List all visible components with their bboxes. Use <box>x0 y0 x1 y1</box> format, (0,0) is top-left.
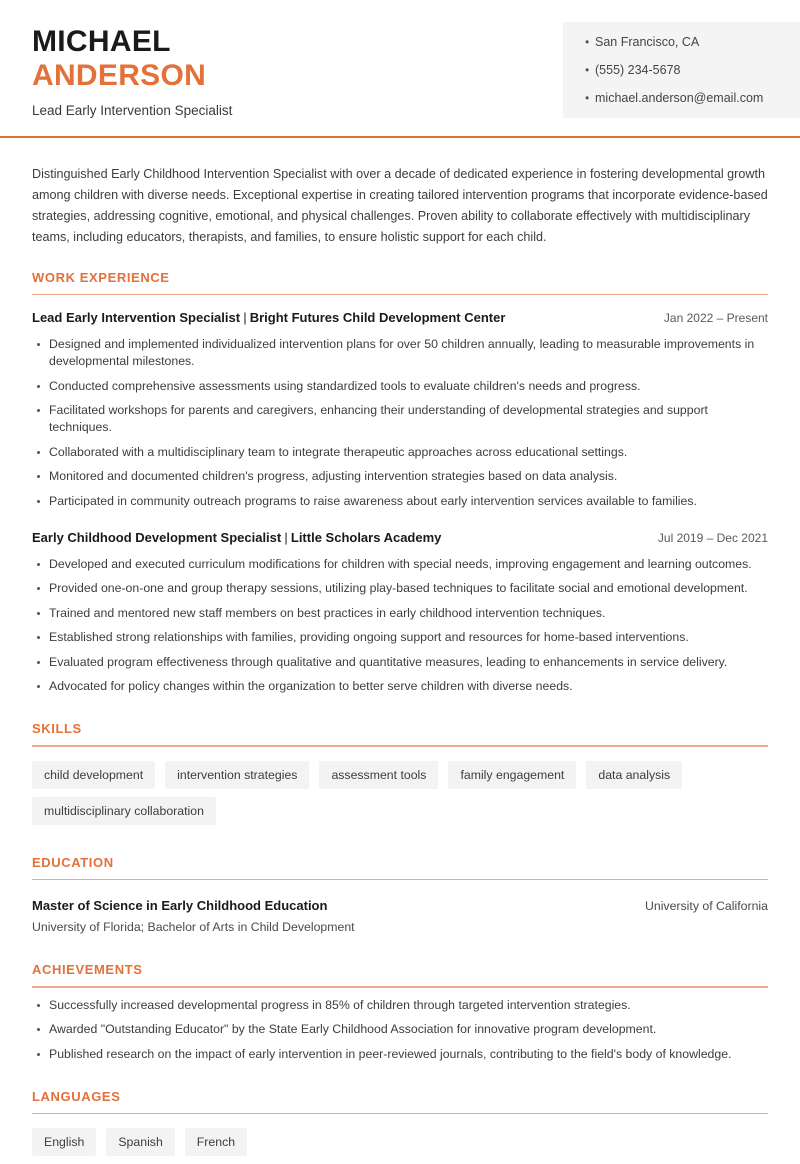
last-name: ANDERSON <box>32 59 207 92</box>
bullet-item: Trained and mentored new staff members on best practices in early childhood intervention techniques. <box>32 605 768 622</box>
bullet-item: Advocated for policy changes within the organization to better serve children with diverse needs. <box>32 678 768 695</box>
skill-tag: data analysis <box>586 761 682 789</box>
section-divider <box>32 745 768 746</box>
work-entry-title <box>32 529 441 547</box>
professional-summary: Distinguished Early Childhood Intervention Specialist with over a decade of dedicated experience in fostering developmental growth among children with diverse needs. Exceptional expertise in creating tailored intervention programs that incorporate evidence-based strategies, addressing cognitive, emotional, and physical challenges. Proven ability to collaborate effectively with multidisciplinary teams, including educators, therapists, and families, to ensure holistic support for each child. <box>32 167 768 244</box>
education-degree: Master of Science in Early Childhood Education <box>32 898 328 914</box>
bullet-item: Conducted comprehensive assessments using standardized tools to evaluate children's needs and progress. <box>32 378 768 395</box>
education-entry-header <box>32 897 768 915</box>
section-divider <box>32 294 768 295</box>
first-name: MICHAEL <box>32 25 171 58</box>
bullet-item: Published research on the impact of early intervention in peer-reviewed journals, contributing to the field's body of knowledge. <box>32 1046 768 1063</box>
education-institution: University of California <box>644 899 768 914</box>
section-divider <box>32 879 768 880</box>
language-tag: Spanish <box>106 1128 174 1156</box>
resume-content <box>0 164 800 1164</box>
contact-item-email <box>585 90 800 106</box>
bullet-item: Awarded "Outstanding Educator" by the State Early Childhood Association for innovative program development. <box>32 1021 768 1038</box>
resume-header <box>0 0 800 137</box>
bullet-item: Facilitated workshops for parents and caregivers, enhancing their understanding of developmental strategies and support techniques. <box>32 402 768 436</box>
skill-tag: family engagement <box>448 761 576 789</box>
bullet-icon: • <box>585 91 590 105</box>
section-title-education: EDUCATION <box>32 854 114 870</box>
bullet-item: Monitored and documented children's progress, adjusting intervention strategies based on data analysis. <box>32 468 768 485</box>
headline-job-title: Lead Early Intervention Specialist <box>32 103 233 118</box>
bullet-item: Successfully increased developmental progress in 85% of children through targeted intervention strategies. <box>32 997 768 1014</box>
contact-email-text: michael.anderson@email.com <box>595 91 764 105</box>
skill-tag: intervention strategies <box>165 761 309 789</box>
bullet-item: Provided one-on-one and group therapy sessions, utilizing play-based techniques to facilitate social and emotional development. <box>32 580 768 597</box>
bullet-item: Established strong relationships with families, providing ongoing support and resources for home-based interventions. <box>32 629 768 646</box>
section-education <box>32 855 768 936</box>
achievements-list <box>32 997 768 1063</box>
work-role: Lead Early Intervention Specialist <box>32 310 241 326</box>
section-title-skills: SKILLS <box>32 721 82 737</box>
work-entry-header <box>32 529 768 547</box>
section-skills <box>32 721 768 832</box>
bullet-item: Evaluated program effectiveness through qualitative and quantitative measures, leading to enhancements in service delivery. <box>32 654 768 671</box>
language-tag: English <box>32 1128 96 1156</box>
work-entry-bullets <box>32 556 768 696</box>
contact-item-location <box>585 34 800 50</box>
section-work-experience <box>32 270 768 695</box>
name-block <box>32 25 232 120</box>
education-entry <box>32 897 768 936</box>
bullet-item: Participated in community outreach programs to raise awareness about early intervention services available to families. <box>32 493 768 510</box>
work-entry-date: Jul 2019 – Dec 2021 <box>657 530 768 545</box>
section-divider <box>32 986 768 987</box>
languages-tag-list <box>32 1128 768 1164</box>
work-company: Bright Futures Child Development Center <box>249 310 506 326</box>
skill-tag: assessment tools <box>319 761 438 789</box>
section-title-work-experience: WORK EXPERIENCE <box>32 270 170 285</box>
bullet-icon: • <box>585 35 590 49</box>
bullet-item: Designed and implemented individualized intervention plans for over 50 children annually, leading to measurable improvements in developmental milestones. <box>32 336 768 370</box>
work-entry-title <box>32 309 505 327</box>
work-entry-header <box>32 309 768 327</box>
section-title-achievements: ACHIEVEMENTS <box>32 962 143 978</box>
header-divider <box>0 136 800 138</box>
section-achievements <box>32 962 768 1062</box>
title-separator: | <box>243 310 247 326</box>
education-subline: University of Florida; Bachelor of Arts in Child Development <box>32 920 355 935</box>
work-entry <box>32 309 768 510</box>
contact-info-box <box>563 22 800 118</box>
contact-location-text: San Francisco, CA <box>595 35 700 49</box>
work-entry-date: Jan 2022 – Present <box>663 311 768 326</box>
skill-tag: multidisciplinary collaboration <box>32 797 216 825</box>
skill-tag: child development <box>32 761 155 789</box>
skills-tag-list <box>32 761 768 833</box>
contact-phone-text: (555) 234-5678 <box>595 63 681 77</box>
bullet-item: Developed and executed curriculum modifications for children with special needs, improving engagement and learning outcomes. <box>32 556 768 573</box>
work-entry-bullets <box>32 336 768 510</box>
work-role: Early Childhood Development Specialist <box>32 529 282 545</box>
work-entry <box>32 529 768 696</box>
section-title-languages: LANGUAGES <box>32 1088 121 1104</box>
section-languages <box>32 1089 768 1164</box>
bullet-icon: • <box>585 63 590 77</box>
work-company: Little Scholars Academy <box>290 529 442 545</box>
title-separator: | <box>284 529 288 545</box>
section-divider <box>32 1113 768 1114</box>
language-tag: French <box>185 1128 247 1156</box>
contact-item-phone <box>585 62 800 78</box>
bullet-item: Collaborated with a multidisciplinary team to integrate therapeutic approaches across educational settings. <box>32 444 768 461</box>
